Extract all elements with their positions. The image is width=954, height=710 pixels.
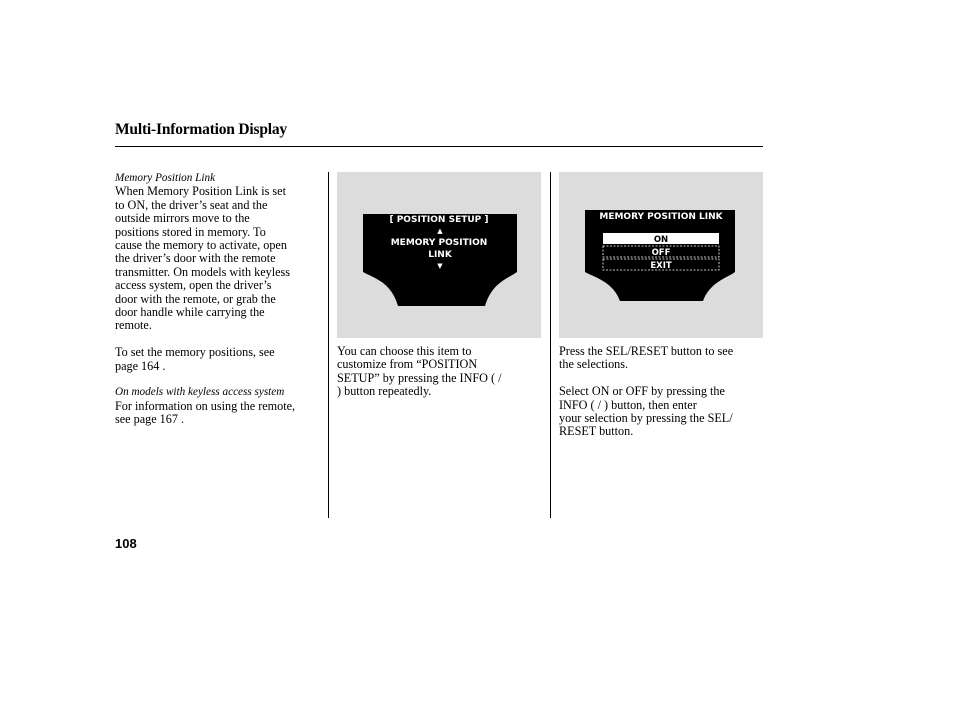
keyless-access-heading: On models with keyless access system [115, 386, 285, 399]
text-line: When Memory Position Link is set [115, 184, 286, 199]
text-line: cause the memory to activate, open [115, 238, 287, 253]
text-line: positions stored in memory. To [115, 224, 266, 239]
text-line: RESET button. [559, 424, 634, 439]
page-reference-167[interactable]: see page 167 . [115, 412, 185, 427]
option-exit-label: EXIT [650, 261, 672, 271]
text-line: Select ON or OFF by pressing the [559, 384, 725, 399]
text-line: customize from “POSITION [337, 357, 478, 372]
page-reference-164[interactable]: page 164 . [115, 358, 166, 373]
text-line: transmitter. On models with keyless [115, 264, 291, 279]
text-line: outside mirrors move to the [115, 211, 250, 226]
middle-column [337, 345, 542, 399]
text-line: door with the remote, or grab the [115, 291, 276, 306]
column-divider [328, 172, 329, 518]
text-line: to ON, the driver’s seat and the [115, 197, 268, 212]
right-column [559, 345, 764, 439]
text-line: SETUP” by pressing the INFO ( / [337, 370, 502, 385]
text-line: remote. [115, 318, 152, 333]
display-header-text: [ POSITION SETUP ] [389, 215, 489, 225]
display-header-text: MEMORY POSITION LINK [599, 212, 723, 222]
memory-position-link-heading: Memory Position Link [115, 172, 216, 184]
memory-position-link-display-image [559, 172, 763, 338]
text-line: ) button repeatedly. [337, 384, 432, 399]
page-number: 108 [115, 536, 137, 551]
text-line: INFO ( / ) button, then enter [559, 397, 697, 412]
text-line: door handle while carrying the [115, 305, 265, 320]
column-divider [550, 172, 551, 518]
page-title: Multi-Information Display [115, 121, 287, 138]
text-line: access system, open the driver’s [115, 278, 272, 293]
position-setup-display-image [337, 172, 541, 338]
option-off-label: OFF [651, 248, 671, 258]
text-line: To set the memory positions, see [115, 345, 275, 360]
down-arrow-icon: ▼ [437, 262, 443, 270]
title-divider [115, 146, 763, 147]
display-line-1: MEMORY POSITION [390, 238, 488, 248]
text-line: the driver’s door with the remote [115, 251, 276, 266]
up-arrow-icon: ▲ [437, 227, 443, 235]
text-line: the selections. [559, 357, 629, 372]
option-on-label: ON [653, 235, 669, 245]
text-line: For information on using the remote, [115, 398, 296, 413]
text-line: your selection by pressing the SEL/ [559, 411, 733, 426]
display-line-2: LINK [428, 250, 452, 260]
text-line: You can choose this item to [337, 344, 472, 358]
text-line: Press the SEL/RESET button to see [559, 344, 734, 358]
left-column [115, 172, 325, 427]
